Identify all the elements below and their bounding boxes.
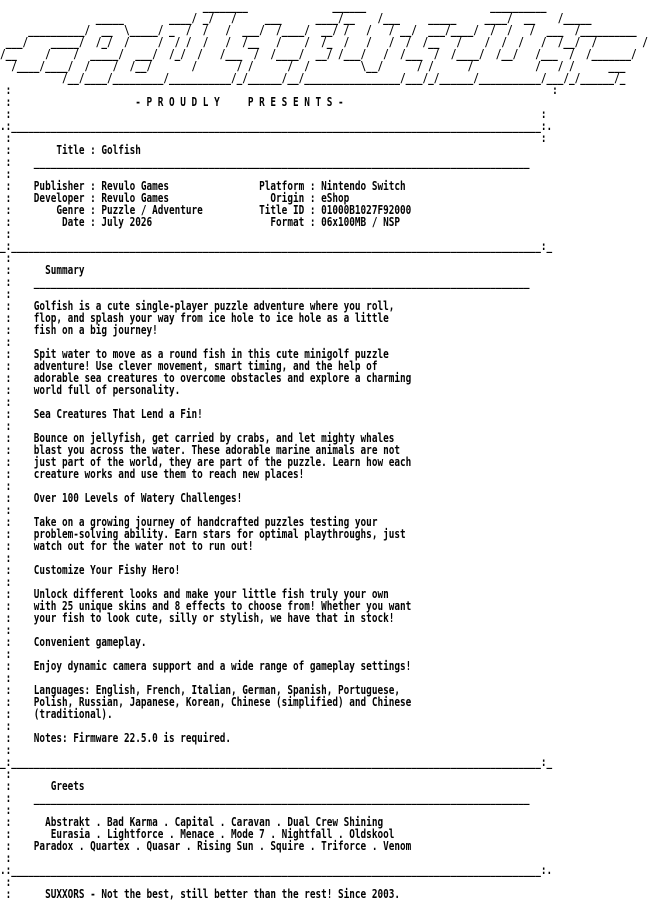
summary-line: : your fish to look cute, silly or stylish, we have that in stock! xyxy=(0,611,395,625)
footer-line: : SUXXORS - Not the best, still better than the rest! Since 2003. xyxy=(0,887,400,901)
summary-line: : Polish, Russian, Japanese, Korean, Chinese (simplified) and Chinese xyxy=(0,695,412,709)
section-divider: _:______________________________________________________________________________________________:_ xyxy=(0,239,553,253)
banner-art-line-5: /____/____/ / / /__/ / / / / / \__/ / / / / / / ___ xyxy=(0,59,643,73)
frame-line: : : xyxy=(0,131,547,145)
summary-line: : (traditional). xyxy=(0,707,113,721)
summary-line: : watch out for the water not to run out! xyxy=(0,539,254,553)
greets-line: : Eurasia . Lightforce . Menace . Mode 7 . Nightfall . Oldskool xyxy=(0,827,395,841)
summary-line: : problem-solving ability. Earn stars for optimal playthroughs, just xyxy=(0,527,406,541)
frame-line: : : xyxy=(0,107,547,121)
summary-line: : Over 100 Levels of Watery Challenges! xyxy=(0,491,243,505)
frame-line: : xyxy=(0,227,12,241)
summary-line: : Spit water to move as a round fish in this cute minigolf puzzle xyxy=(0,347,389,361)
title-underline: : ________________________________________________________________________________________ xyxy=(0,155,530,169)
title-field: : Title : Golfish xyxy=(0,143,141,157)
greets-line: : Abstrakt . Bad Karma . Capital . Caravan . Dual Crew Shining xyxy=(0,815,384,829)
banner-art-line-4: /__ / / _____/ ___/ /_/ / /___ / /____/ __/ /___/ / /___ / /____/ /__/ /___ / /_______/ xyxy=(0,47,643,61)
summary-line: : Golfish is a cute single-player puzzle adventure where you roll, xyxy=(0,299,395,313)
summary-line: : Unlock different looks and make your little fish truly your own xyxy=(0,587,389,601)
summary-line: : Enjoy dynamic camera support and a wide range of gameplay settings! xyxy=(0,659,412,673)
summary-line: : adorable sea creatures to overcome obstacles and explore a charming xyxy=(0,371,412,385)
summary-line: : xyxy=(0,479,34,493)
frame-line: : xyxy=(0,251,12,265)
summary-line: : creature works and use them to reach new places! xyxy=(0,467,305,481)
info-row-publisher-platform: : Publisher : Revulo Games Platform : Nintendo Switch xyxy=(0,179,406,193)
info-row-developer-origin: : Developer : Revulo Games Origin : eShop xyxy=(0,191,350,205)
summary-line: : Notes: Firmware 22.5.0 is required. xyxy=(0,731,231,745)
section-divider: .:______________________________________________________________________________________________:. xyxy=(0,119,553,133)
summary-line: : adventure! Use clever movement, smart timing, and the help of xyxy=(0,359,378,373)
summary-line: : xyxy=(0,419,34,433)
banner-art-line-2: __________/ __ \_____/ _ / / / ___/ /____/ __/ / / / __/ ___/____/ / / / ___ /__________ xyxy=(0,23,637,37)
frame-line: : xyxy=(0,875,12,889)
greets-line: : Paradox . Quartex . Quasar . Rising Sun . Squire . Triforce . Venom xyxy=(0,839,412,853)
frame-line: : xyxy=(0,803,12,817)
frame-line: : xyxy=(0,287,12,301)
section-divider: _:______________________________________________________________________________________________:_ xyxy=(0,755,553,769)
info-row-date-format: : Date : July 2026 Format : 06x100MB / NSP xyxy=(0,215,400,229)
summary-line: : Take on a growing journey of handcrafted puzzles testing your xyxy=(0,515,378,529)
greets-heading: : Greets xyxy=(0,779,85,793)
info-row-genre-titleid: : Genre : Puzzle / Adventure Title ID : 01000B1027F92000 xyxy=(0,203,412,217)
presents-line: : - P R O U D L Y P R E S E N T S - xyxy=(0,95,344,109)
summary-line: : blast you across the water. These adorable marine animals are not xyxy=(0,443,400,457)
summary-line: : xyxy=(0,647,34,661)
summary-line: : xyxy=(0,395,34,409)
summary-line: : fish on a big journey! xyxy=(0,323,158,337)
summary-line: : just part of the world, they are part of the puzzle. Learn how each xyxy=(0,455,412,469)
summary-line: : Sea Creatures That Lend a Fin! xyxy=(0,407,203,421)
summary-heading: : Summary xyxy=(0,263,85,277)
banner-art-line-3: ___/ _____/ /_/ / / / / / / /__ / / /_ / / / / /__ / / / / / /__/ / / xyxy=(0,35,648,49)
summary-line: : world full of personality. xyxy=(0,383,181,397)
summary-line: : Languages: English, French, Italian, German, Spanish, Portuguese, xyxy=(0,683,400,697)
frame-line: : xyxy=(0,167,12,181)
summary-line: : xyxy=(0,575,34,589)
summary-line: : Bounce on jellyfish, get carried by crabs, and let mighty whales xyxy=(0,431,395,445)
section-divider: .:______________________________________________________________________________________________:. xyxy=(0,863,553,877)
summary-line: : xyxy=(0,623,34,637)
frame-line: : xyxy=(0,767,12,781)
summary-line: : Customize Your Fishy Hero! xyxy=(0,563,181,577)
summary-line: : xyxy=(0,335,34,349)
summary-line: : xyxy=(0,503,34,517)
banner-art-line-6: /__/____/_________/___________/_/______/__/_________________/___/_/______/___________/___/_/______/_ xyxy=(0,71,637,85)
frame-line: : xyxy=(0,851,12,865)
greets-underline: : ________________________________________________________________________________________ xyxy=(0,791,530,805)
banner-art-line-0: ________ ______ __________ xyxy=(0,0,620,13)
summary-underline: : ________________________________________________________________________________________ xyxy=(0,275,530,289)
banner-art-line-1: _____ ____/ _/ / ___ ____/__ /___ _____ ____/ __ /_____ xyxy=(0,11,637,25)
summary-line: : xyxy=(0,671,34,685)
summary-line: : xyxy=(0,719,34,733)
frame-line: : xyxy=(0,743,12,757)
summary-line: : xyxy=(0,551,34,565)
summary-line: : with 25 unique skins and 8 effects to choose from! Whether you want xyxy=(0,599,412,613)
summary-line: : Convenient gameplay. xyxy=(0,635,147,649)
frame-line: : : xyxy=(0,83,558,97)
summary-line: : flop, and splash your way from ice hole to ice hole as a little xyxy=(0,311,389,325)
